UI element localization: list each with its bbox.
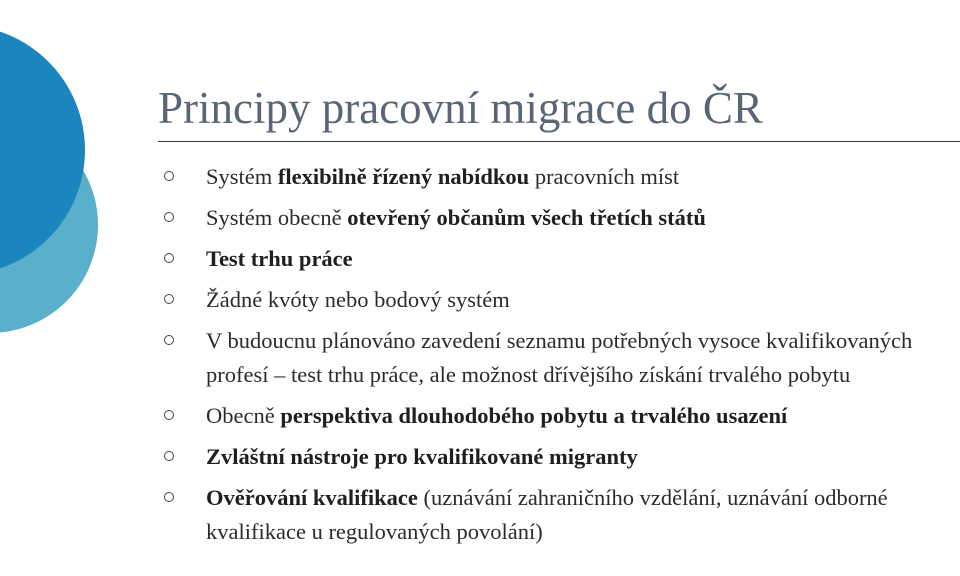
decorative-circles bbox=[0, 0, 140, 420]
bullet-circle-icon bbox=[164, 451, 174, 461]
bullet-item bbox=[164, 481, 944, 549]
bullet-item bbox=[164, 324, 944, 392]
bullet-text-bold: Zvláštní nástroje pro kvalifikované migranty bbox=[206, 444, 638, 469]
bullet-item bbox=[164, 201, 944, 235]
bullet-text: V budoucnu plánováno zavedení seznamu potřebných vysoce kvalifikovaných profesí – test trhu práce, ale možnost dřívějšího získání trvalého pobytu bbox=[206, 328, 913, 387]
bullet-circle-icon bbox=[164, 410, 174, 420]
bullet-circle-icon bbox=[164, 492, 174, 502]
bullet-item bbox=[164, 399, 944, 433]
bullet-item bbox=[164, 242, 944, 276]
bullet-item bbox=[164, 160, 944, 194]
bullet-circle-icon bbox=[164, 335, 174, 345]
bullet-text: Systém obecně bbox=[206, 205, 348, 230]
bullet-text: Systém bbox=[206, 164, 278, 189]
bullet-text: Obecně bbox=[206, 403, 281, 428]
bullet-text-bold: otevřený občanům všech třetích států bbox=[347, 205, 706, 230]
title-divider bbox=[158, 141, 960, 142]
slide-title: Principy pracovní migrace do ČR bbox=[158, 83, 763, 133]
bullet-text-bold: Ověřování kvalifikace bbox=[206, 485, 418, 510]
bullet-circle-icon bbox=[164, 253, 174, 263]
bullet-text: pracovních míst bbox=[529, 164, 680, 189]
bullet-item bbox=[164, 440, 944, 474]
bullet-text: (uznávání zahraničního vzdělání, uznávání odborné kvalifikace u regulovaných povolání) bbox=[206, 485, 888, 544]
bullet-item bbox=[164, 283, 944, 317]
bullet-list bbox=[164, 160, 944, 556]
bullet-circle-icon bbox=[164, 212, 174, 222]
bullet-text-bold: Test trhu práce bbox=[206, 246, 353, 271]
bullet-text: Žádné kvóty nebo bodový systém bbox=[206, 287, 510, 312]
bullet-circle-icon bbox=[164, 294, 174, 304]
bullet-circle-icon bbox=[164, 171, 174, 181]
bullet-text-bold: perspektiva dlouhodobého pobytu a trvalého usazení bbox=[280, 403, 788, 428]
bullet-text-bold: flexibilně řízený nabídkou bbox=[277, 164, 530, 189]
